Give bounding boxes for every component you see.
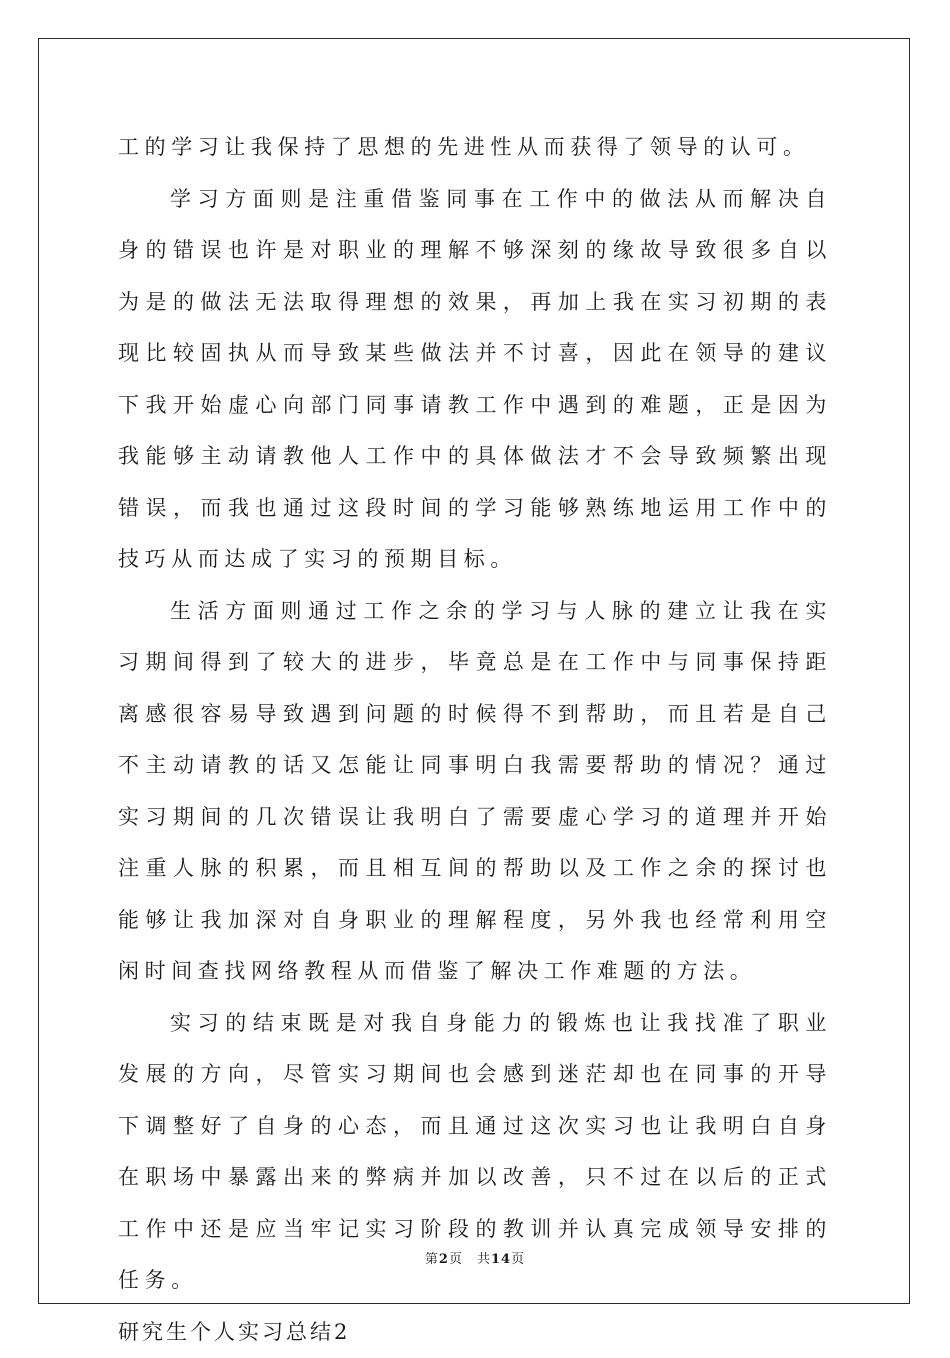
total-prefix: 共 [477, 1252, 491, 1267]
page-prefix: 第 [425, 1252, 439, 1267]
document-body [118, 122, 832, 1358]
page-footer [0, 1248, 950, 1267]
page-number: 2 [439, 1252, 449, 1267]
section-heading: 研究生个人实习总结2 [118, 1307, 832, 1358]
page-suffix: 页 [449, 1252, 463, 1267]
total-pages: 14 [491, 1252, 511, 1267]
paragraph-2: 学习方面则是注重借鉴同事在工作中的做法从而解决自身的错误也许是对职业的理解不够深刻的缘故导致很多自以为是的做法无法取得理想的效果，再加上我在实习初期的表现比较固执从而导致某些做法并不讨喜，因此在领导的建议下我开始虚心向部门同事请教工作中遇到的难题，正是因为我能够主动请教他人工作中的具体做法才不会导致频繁出现错误，而我也通过这段时间的学习能够熟练地运用工作中的技巧从而达成了实习的预期目标。 [118, 174, 832, 586]
paragraph-4: 实习的结束既是对我自身能力的锻炼也让我找准了职业发展的方向，尽管实习期间也会感到迷茫却也在同事的开导下调整好了自身的心态，而且通过这次实习也让我明白自身在职场中暴露出来的弊病并加以改善，只不过在以后的正式工作中还是应当牢记实习阶段的教训并认真完成领导安排的任务。 [118, 998, 832, 1307]
total-suffix: 页 [511, 1252, 525, 1267]
paragraph-1: 工的学习让我保持了思想的先进性从而获得了领导的认可。 [118, 122, 832, 174]
paragraph-3: 生活方面则通过工作之余的学习与人脉的建立让我在实习期间得到了较大的进步，毕竟总是在工作中与同事保持距离感很容易导致遇到问题的时候得不到帮助，而且若是自己不主动请教的话又怎能让同事明白我需要帮助的情况？通过实习期间的几次错误让我明白了需要虚心学习的道理并开始注重人脉的积累，而且相互间的帮助以及工作之余的探讨也能够让我加深对自身职业的理解程度，另外我也经常利用空闲时间查找网络教程从而借鉴了解决工作难题的方法。 [118, 586, 832, 998]
